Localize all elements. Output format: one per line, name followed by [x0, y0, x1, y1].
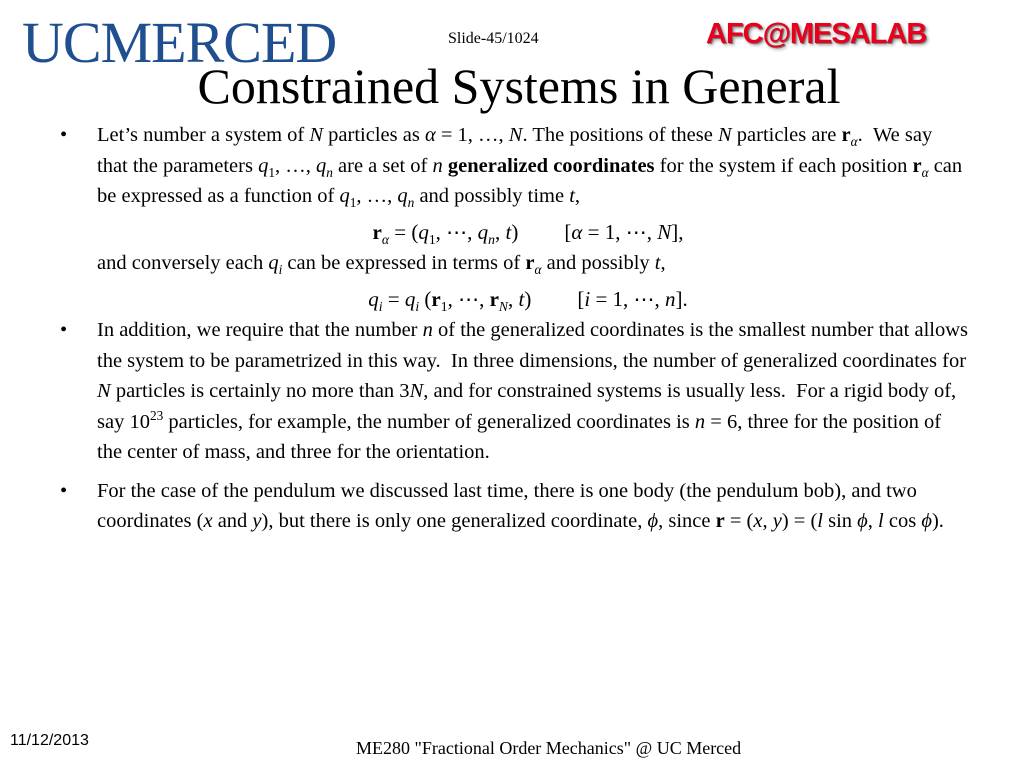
slide-body	[60, 120, 968, 537]
bullet-generalized-coordinates: • Let’s number a system of N particles as α = 1, …, N. The positions of these N particles are $r_\alpha$. We say that the parameters $q_1$, …, $q_n$ are a set of n generalized coordinates for the system if each position $r_\alpha$ can be expressed as a function of $q_1$, …, $q_n$ and possibly time t,	[60, 120, 968, 212]
footer-course: ME280 "Fractional Order Mechanics" @ UC Merced	[356, 738, 742, 758]
equation-inverse: $q_i = q_i$ ($r_1$, ⋯, $r_N$, t) [i = 1, ⋯, n].	[368, 287, 688, 315]
slide-title: Constrained Systems in General	[197, 58, 841, 114]
bullet-pendulum: • For the case of the pendulum we discussed last time, there is one body (the pendulum bob), and two coordinates (x and y), but there is only one generalized coordinate, ϕ, since r = (x, y) = (l sin ϕ, l cos ϕ).	[60, 476, 968, 537]
footer-date: 11/12/2013	[10, 732, 89, 749]
slide-number: Slide-45/1024	[448, 30, 539, 47]
converse-text: and conversely each $q_i$ can be expressed in terms of $r_\alpha$ and possibly t,	[97, 251, 666, 277]
equation-position: $r_\alpha = (q_1$, ⋯, $q_n$, t) [α = 1, ⋯, N],	[372, 219, 684, 247]
afc-mesalab-logo: AFC@MESALAB	[706, 18, 927, 50]
bullet-minimal-number: • In addition, we require that the number n of the generalized coordinates is the smallest number that allows the system to be parametrized in this way. In three dimensions, the number of generalized coordinates for N particles is certainly no more than 3N, and for constrained systems is usually less. For a rigid body of, say $10^{23}$ particles, for example, the number of generalized coordinates is n = 6, three for the position of the center of mass, and three for the orientation.	[60, 315, 968, 468]
uc-merced-logo: UCMERCED	[22, 10, 337, 75]
